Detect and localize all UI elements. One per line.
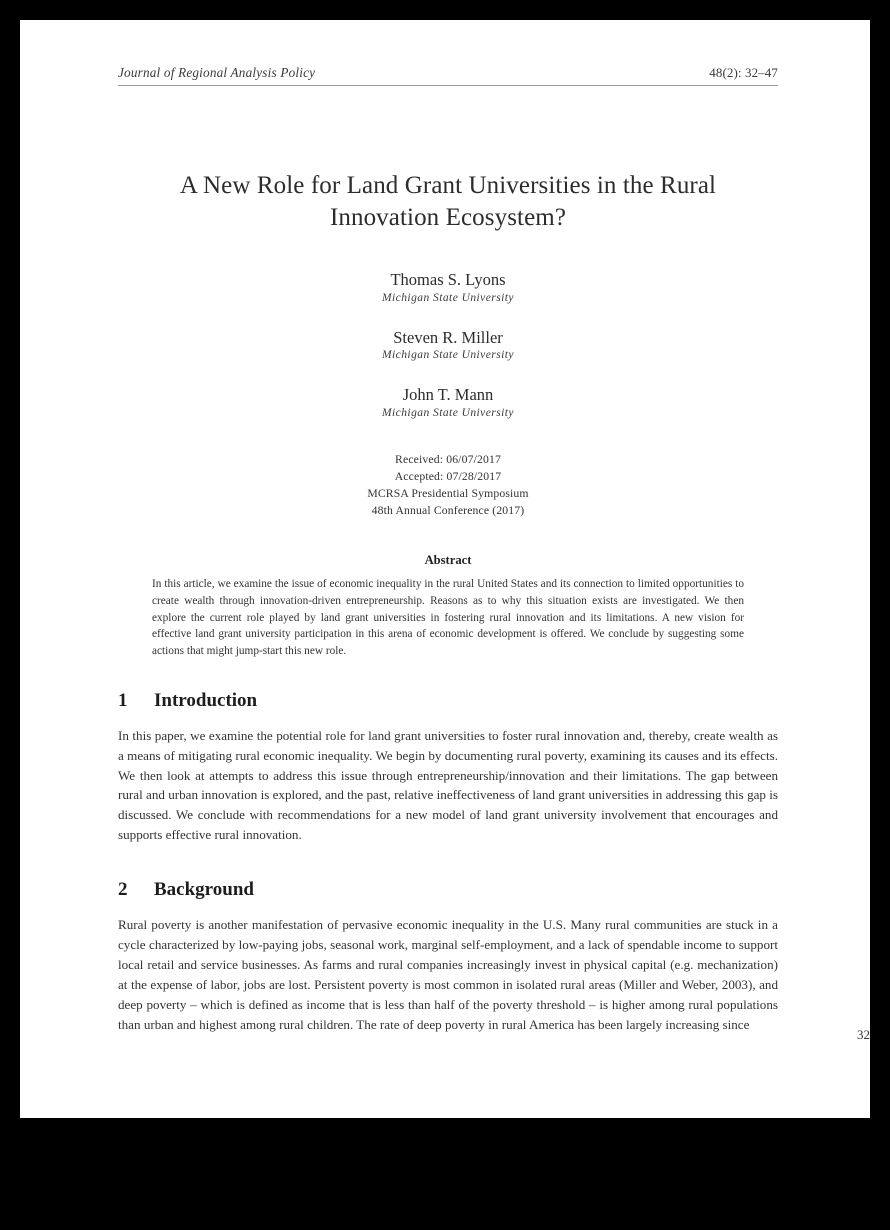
section-number: 2 xyxy=(118,879,128,901)
section-heading xyxy=(118,690,778,712)
section-heading xyxy=(118,879,778,901)
section-introduction xyxy=(118,690,778,845)
received-date: Received: 06/07/2017 xyxy=(395,452,501,466)
page-number: 32 xyxy=(857,1027,870,1042)
journal-name: Journal of Regional Analysis Policy xyxy=(118,65,316,80)
author-entry xyxy=(118,270,778,304)
section-paragraph: In this paper, we examine the potential role for land grant universities to foster rural innovation and, thereby, create wealth as a means of mitigating rural economic inequality. We begin by documenting rural poverty, examining its causes and its effects. We then look at attempts to address this issue through entrepreneurship/innovation and their limitations. The gap between rural and urban innovation is explored, and the past, relative ineffectiveness of land grant universities in addressing this gap is discussed. We conclude with recommendations for a new model of land grant university involvement that encourages and supports effective rural innovation. xyxy=(118,727,778,843)
abstract-text: In this article, we examine the issue of economic inequality in the rural United States and its connection to limited opportunities to create wealth through innovation-driven entrepreneurship. Reasons as to why this situation exists are investigated. We then explore the current role played by land grant universities in fostering rural innovation and its limitations. A new vision for effective land grant university participation in this arena of economic development is offered. We conclude by suggesting some actions that might jump-start this new role. xyxy=(152,578,744,658)
paper-page xyxy=(20,20,870,1118)
author-name: John T. Mann xyxy=(402,385,494,405)
section-title: Background xyxy=(154,879,254,901)
author-name: Steven R. Miller xyxy=(393,327,503,347)
accepted-date: Accepted: 07/28/2017 xyxy=(394,469,502,483)
section-paragraph: Rural poverty is another manifestation of pervasive economic inequality in the U.S. Many rural communities are stuck in a cycle characterized by low-paying jobs, seasonal work, marginal self-employment, and a lack of spendable income to support local retail and service businesses. As farms and rural companies increasingly invest in physical capital (e.g. mechanization) at the expense of labor, jobs are lost. Persistent poverty is most common in isolated rural areas (Miller and Weber, 2003), and deep poverty – which is defined as income that is less than half of the poverty threshold – is higher among rural populations than urban and highest among rural children. The rate of deep poverty in rural America has been largely increasing since xyxy=(118,917,778,1032)
abstract-heading: Abstract xyxy=(424,553,472,568)
submission-dates xyxy=(118,451,778,519)
volume-issue-pages: 48(2): 32–47 xyxy=(709,65,778,80)
page-content-column xyxy=(118,65,778,1034)
author-entry xyxy=(118,385,778,419)
running-head xyxy=(118,65,778,86)
section-number: 1 xyxy=(118,689,128,711)
author-affiliation: Michigan State University xyxy=(382,406,514,419)
paper-title: A New Role for Land Grant Universities in the Rural Innovation Ecosystem? xyxy=(179,172,717,231)
section-background xyxy=(118,879,778,1034)
abstract-section xyxy=(152,553,744,660)
section-title: Introduction xyxy=(154,689,258,711)
author-affiliation: Michigan State University xyxy=(382,349,514,362)
symposium-name: MCRSA Presidential Symposium xyxy=(367,487,529,501)
conference-name: 48th Annual Conference (2017) xyxy=(371,504,525,518)
author-list xyxy=(118,270,778,419)
author-entry xyxy=(118,328,778,362)
author-affiliation: Michigan State University xyxy=(382,291,514,304)
author-name: Thomas S. Lyons xyxy=(390,270,506,289)
